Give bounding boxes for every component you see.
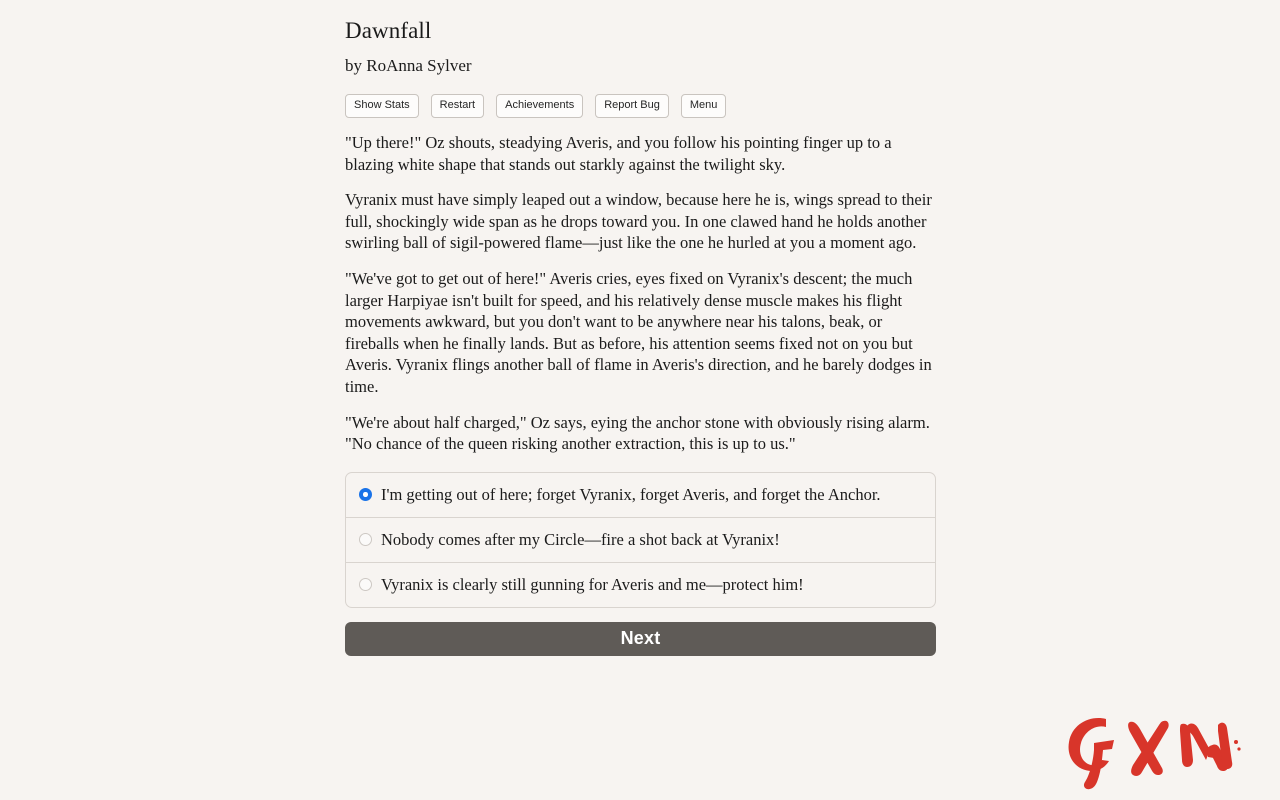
choice-list [345,472,936,608]
choice-option-label: Nobody comes after my Circle—fire a shot back at Vyranix! [381,529,780,549]
choice-option-label: I'm getting out of here; forget Vyranix, forget Averis, and forget the Anchor. [381,484,881,504]
choice-option[interactable] [346,518,935,563]
page-title: Dawnfall [345,18,432,43]
menu-button[interactable]: Menu [681,94,727,118]
story-page [345,0,936,656]
story-text [345,118,936,455]
author-byline: by RoAnna Sylver [345,56,472,75]
radio-unselected-icon[interactable] [359,578,372,591]
show-stats-button[interactable]: Show Stats [345,94,419,118]
story-paragraph: "Up there!" Oz shouts, steadying Averis, and you follow his pointing finger up to a blazing white shape that stands out starkly against the twilight sky. [345,133,892,174]
story-paragraph: Vyranix must have simply leaped out a window, because here he is, wings spread to their full, shockingly wide span as he drops toward you. In one clawed hand he holds another swirling ball of sigil-powered flame—just like the one he hurled at you a moment ago. [345,190,932,253]
gxm-watermark-logo [1058,702,1258,792]
choice-option[interactable] [346,473,935,518]
achievements-button[interactable]: Achievements [496,94,583,118]
report-bug-button[interactable]: Report Bug [595,94,669,118]
story-paragraph: "We're about half charged," Oz says, eying the anchor stone with obviously rising alarm. "No chance of the queen risking another extraction, this is up to us." [345,412,930,454]
choice-option-label: Vyranix is clearly still gunning for Averis and me—protect him! [381,574,804,594]
next-button[interactable]: Next [345,622,936,656]
radio-unselected-icon[interactable] [359,533,372,546]
story-paragraph: "We've got to get out of here!" Averis cries, eyes fixed on Vyranix's descent; the much larger Harpiyae isn't built for speed, and his relatively dense muscle makes his flight movements awkward, but you don't want to be anywhere near his talons, beak, or fireballs when he finally lands. But as before, his attention seems fixed not on you but Averis. Vyranix flings another ball of flame in Averis's direction, and he barely dodges in time. [345,268,932,396]
restart-button[interactable]: Restart [431,94,484,118]
toolbar [345,76,936,118]
radio-selected-icon[interactable] [359,488,372,501]
choice-option[interactable] [346,563,935,607]
